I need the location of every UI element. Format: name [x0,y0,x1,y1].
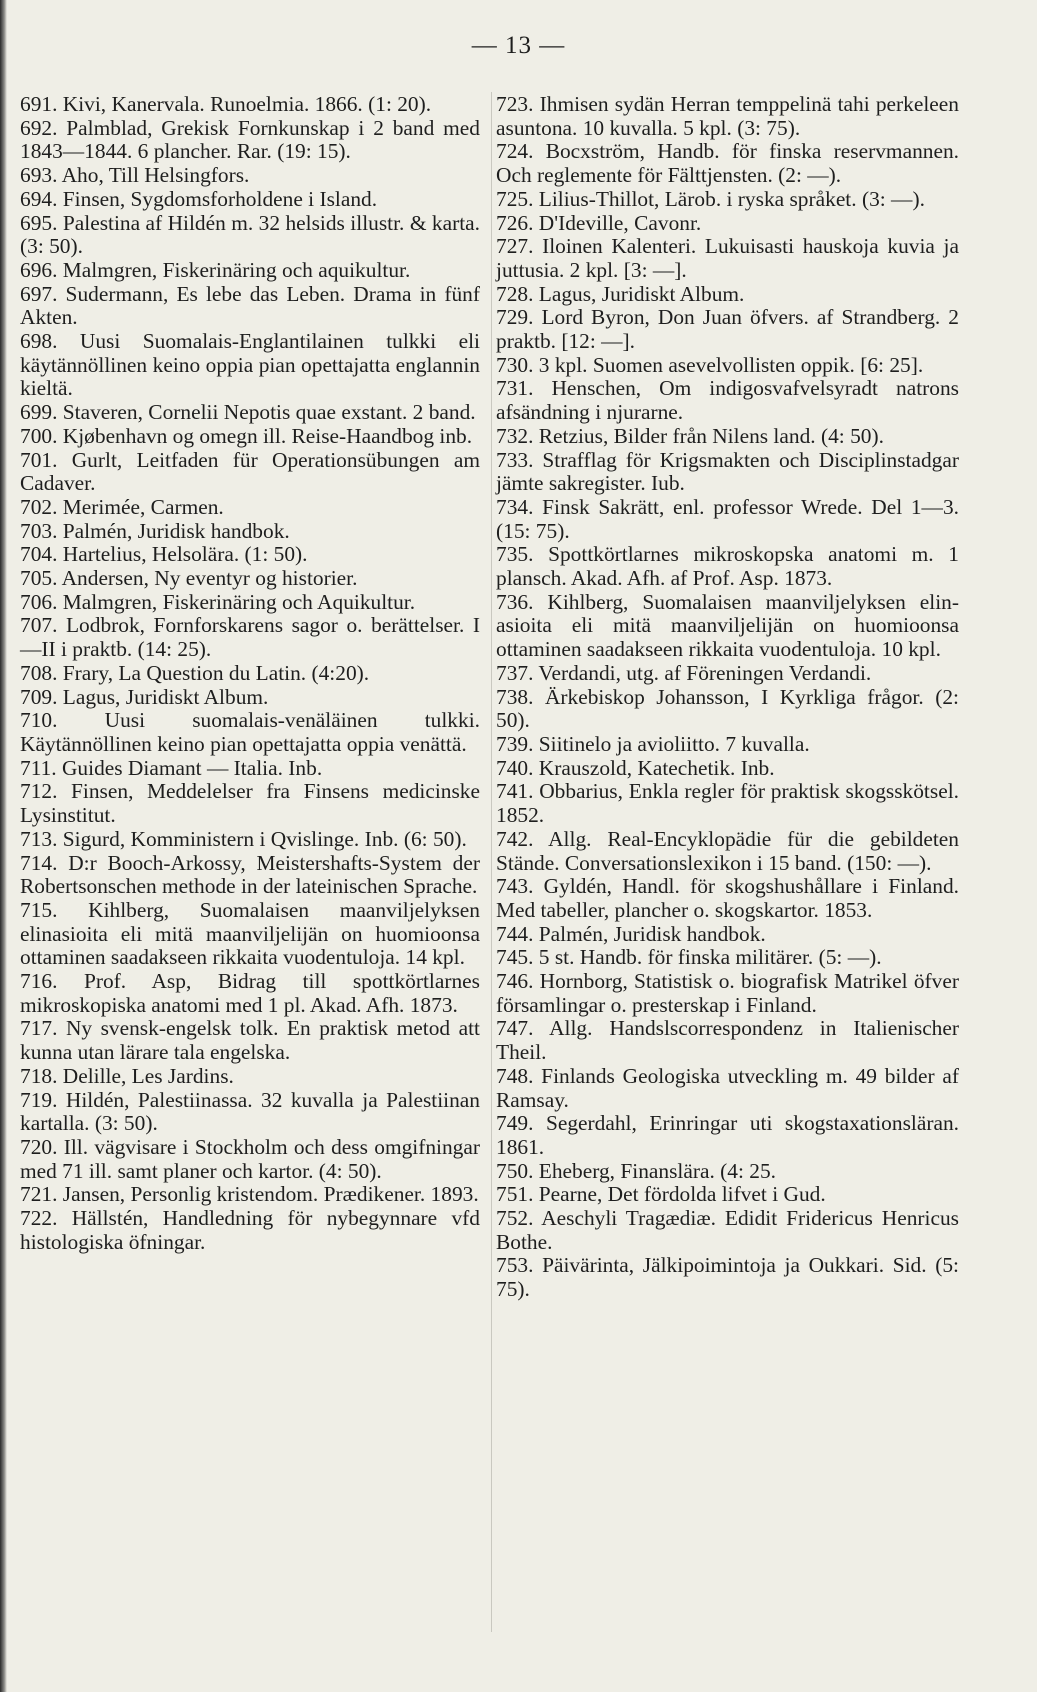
catalog-entry: 727. Iloinen Kalenteri. Lukuisasti hauskoja kuvia ja juttusia. 2 kpl. [3: —]. [496,234,959,282]
catalog-entry: 745. 5 st. Handb. för finska militärer. (5: —). [496,945,882,970]
page-binding-edge [0,0,7,1692]
catalog-entry: 735. Spottkörtlarnes mikroskopska anatomi m. 1 plansch. Akad. Afh. af Prof. Asp. 1873. [496,542,959,591]
catalog-entry: 728. Lagus, Juridiskt Album. [496,281,745,306]
catalog-entry: 749. Segerdahl, Erinringar uti skogstaxationsläran. 1861. [496,1111,959,1159]
catalog-entry: 731. Henschen, Om indigosvafvelsyradt natrons afsändning i njurarne. [496,376,959,425]
right-column [496,93,959,1302]
catalog-entry: 744. Palmén, Juridisk handbok. [496,921,766,946]
catalog-entry: 718. Delille, Les Jardins. [20,1063,234,1088]
catalog-entry: 721. Jansen, Personlig kristendom. Prædikener. 1893. [20,1182,479,1207]
catalog-entry: 724. Bocxström, Handb. för finska reservmannen. Och reglemente för Fälttjensten. (2: —). [496,139,959,188]
catalog-entry: 691. Kivi, Kanervala. Runoelmia. 1866. (1: 20). [20,92,432,116]
catalog-entry: 725. Lilius-Thillot, Lärob. i ryska språket. (3: —). [496,186,925,211]
catalog-entry: 730. 3 kpl. Suomen asevelvollisten oppik. [6: 25]. [496,352,924,377]
catalog-entry: 703. Palmén, Juridisk handbok. [20,518,290,543]
catalog-entry: 711. Guides Diamant — Italia. Inb. [20,755,323,780]
catalog-entry: 734. Finsk Sakrätt, enl. professor Wrede. Del 1—3. (15: 75). [496,494,959,543]
catalog-entry: 729. Lord Byron, Don Juan öfvers. af Strandberg. 2 praktb. [12: —]. [496,305,959,354]
catalog-entry: 739. Siitinelo ja avioliitto. 7 kuvalla. [496,731,810,756]
catalog-entry: 743. Gyldén, Handl. för skogshushållare i Finland. Med tabeller, plancher o. skogskartor. 1853. [496,874,959,922]
page-number: — 13 — [471,32,566,59]
catalog-entry: 710. Uusi suomalais-venäläinen tulkki. Käytännöllinen keino pian opettajatta oppia venättä. [20,708,480,756]
catalog-entry: 732. Retzius, Bilder från Nilens land. (4: 50). [496,423,884,448]
catalog-entry: 708. Frary, La Question du Latin. (4:20). [20,660,370,685]
catalog-entry: 726. D'Ideville, Cavonr. [496,210,702,235]
left-column [20,93,480,1254]
catalog-entry: 706. Malmgren, Fiskerinäring och Aquikultur. [20,589,416,614]
catalog-entry: 702. Merimée, Carmen. [20,494,224,519]
catalog-entry: 701. Gurlt, Leitfaden für Operationsübungen am Cadaver. [20,447,480,496]
catalog-entry: 733. Strafflag för Krigsmakten och Disciplinstadgar jämte sakregister. Iub. [496,447,959,496]
catalog-entry: 712. Finsen, Meddelelser fra Finsens medicinske Lysinstitut. [20,779,480,828]
catalog-entry: 741. Obbarius, Enkla regler för praktisk skogsskötsel. 1852. [496,779,959,828]
catalog-entry: 750. Eheberg, Finanslära. (4: 25. [496,1158,776,1183]
catalog-entry: 694. Finsen, Sygdomsforholdene i Island. [20,186,378,211]
catalog-entry: 692. Palmblad, Grekisk Fornkunskap i 2 band med 1843—1844. 6 plancher. Rar. (19: 15). [20,115,480,164]
catalog-entry: 714. D:r Booch-Arkossy, Meistershafts-System der Robertsonschen methode in der lateinischen Sprache. [20,850,480,899]
catalog-entry: 700. Kjøbenhavn og omegn ill. Reise-Haandbog inb. [20,423,473,448]
catalog-entry: 742. Allg. Real-Encyklopädie für die gebildeten Stände. Conversationslexikon i 15 band. (150: —). [496,826,959,875]
catalog-entry: 736. Kihlberg, Suomalaisen maanviljelyksen elin-asioita eli mitä maanviljelijän on huomioonsa ottaminen saadakseen rikkaita vuodentuloja. 10 kpl. [496,589,959,662]
catalog-entry: 693. Aho, Till Helsingfors. [20,163,250,188]
catalog-entry: 746. Hornborg, Statistisk o. biografisk Matrikel öfver församlingar o. presterskap i Finland. [496,969,959,1017]
catalog-entry: 752. Aeschyli Tragædiæ. Edidit Fridericus Henricus Bothe. [496,1206,959,1254]
catalog-entry: 753. Päivärinta, Jälkipoimintoja ja Oukkari. Sid. (5: 75). [496,1253,959,1302]
catalog-entry: 737. Verdandi, utg. af Föreningen Verdandi. [496,660,872,685]
catalog-entry: 697. Sudermann, Es lebe das Leben. Drama in fünf Akten. [20,281,480,330]
catalog-entry: 705. Andersen, Ny eventyr og historier. [20,566,358,591]
catalog-entry: 716. Prof. Asp, Bidrag till spottkörtlarnes mikroskopiska anatomi med 1 pl. Akad. Afh. 1873. [20,969,480,1017]
catalog-entry: 720. Ill. vägvisare i Stockholm och dess omgifningar med 71 ill. samt planer och kartor. (4: 50). [20,1134,480,1183]
catalog-entry: 696. Malmgren, Fiskerinäring och aquikultur. [20,257,411,282]
catalog-entry: 723. Ihmisen sydän Herran temppelinä tahi perkeleen asuntona. 10 kuvalla. 5 kpl. (3: 75). [496,92,959,140]
column-divider [491,92,492,1632]
catalog-entry: 709. Lagus, Juridiskt Album. [20,684,269,709]
catalog-entry: 704. Hartelius, Helsolära. (1: 50). [20,542,308,567]
catalog-entry: 715. Kihlberg, Suomalaisen maanviljelyksen elinasioita eli mitä maanviljelijän on huomioonsa ottaminen saadakseen rikkaita vuodentuloja. 14 kpl. [20,897,480,970]
catalog-entry: 751. Pearne, Det fördolda lifvet i Gud. [496,1182,826,1207]
catalog-entry: 748. Finlands Geologiska utveckling m. 49 bilder af Ramsay. [496,1063,959,1112]
catalog-entry: 717. Ny svensk-engelsk tolk. En praktisk metod att kunna utan lärare tala engelska. [20,1016,480,1065]
catalog-entry: 699. Staveren, Cornelii Nepotis quae exstant. 2 band. [20,400,476,425]
catalog-entry: 707. Lodbrok, Fornforskarens sagor o. berättelser. I—II i praktb. (14: 25). [20,613,480,662]
catalog-entry: 747. Allg. Handslscorrespondenz in Italienischer Theil. [496,1016,959,1065]
catalog-entry: 740. Krauszold, Katechetik. Inb. [496,755,775,780]
catalog-entry: 695. Palestina af Hildén m. 32 helsids illustr. & karta. (3: 50). [20,210,480,259]
catalog-entry: 719. Hildén, Palestiinassa. 32 kuvalla ja Palestiinan kartalla. (3: 50). [20,1087,480,1136]
catalog-entry: 722. Hällstén, Handledning för nybegynnare vfd histologiska öfningar. [20,1206,480,1254]
catalog-entry: 713. Sigurd, Komministern i Qvislinge. Inb. (6: 50). [20,826,467,851]
catalog-entry: 698. Uusi Suomalais-Englantilainen tulkki eli käytännöllinen keino oppia pian opettajatta englannin kieltä. [20,329,480,401]
catalog-entry: 738. Ärkebiskop Johansson, I Kyrkliga frågor. (2: 50). [496,684,959,733]
